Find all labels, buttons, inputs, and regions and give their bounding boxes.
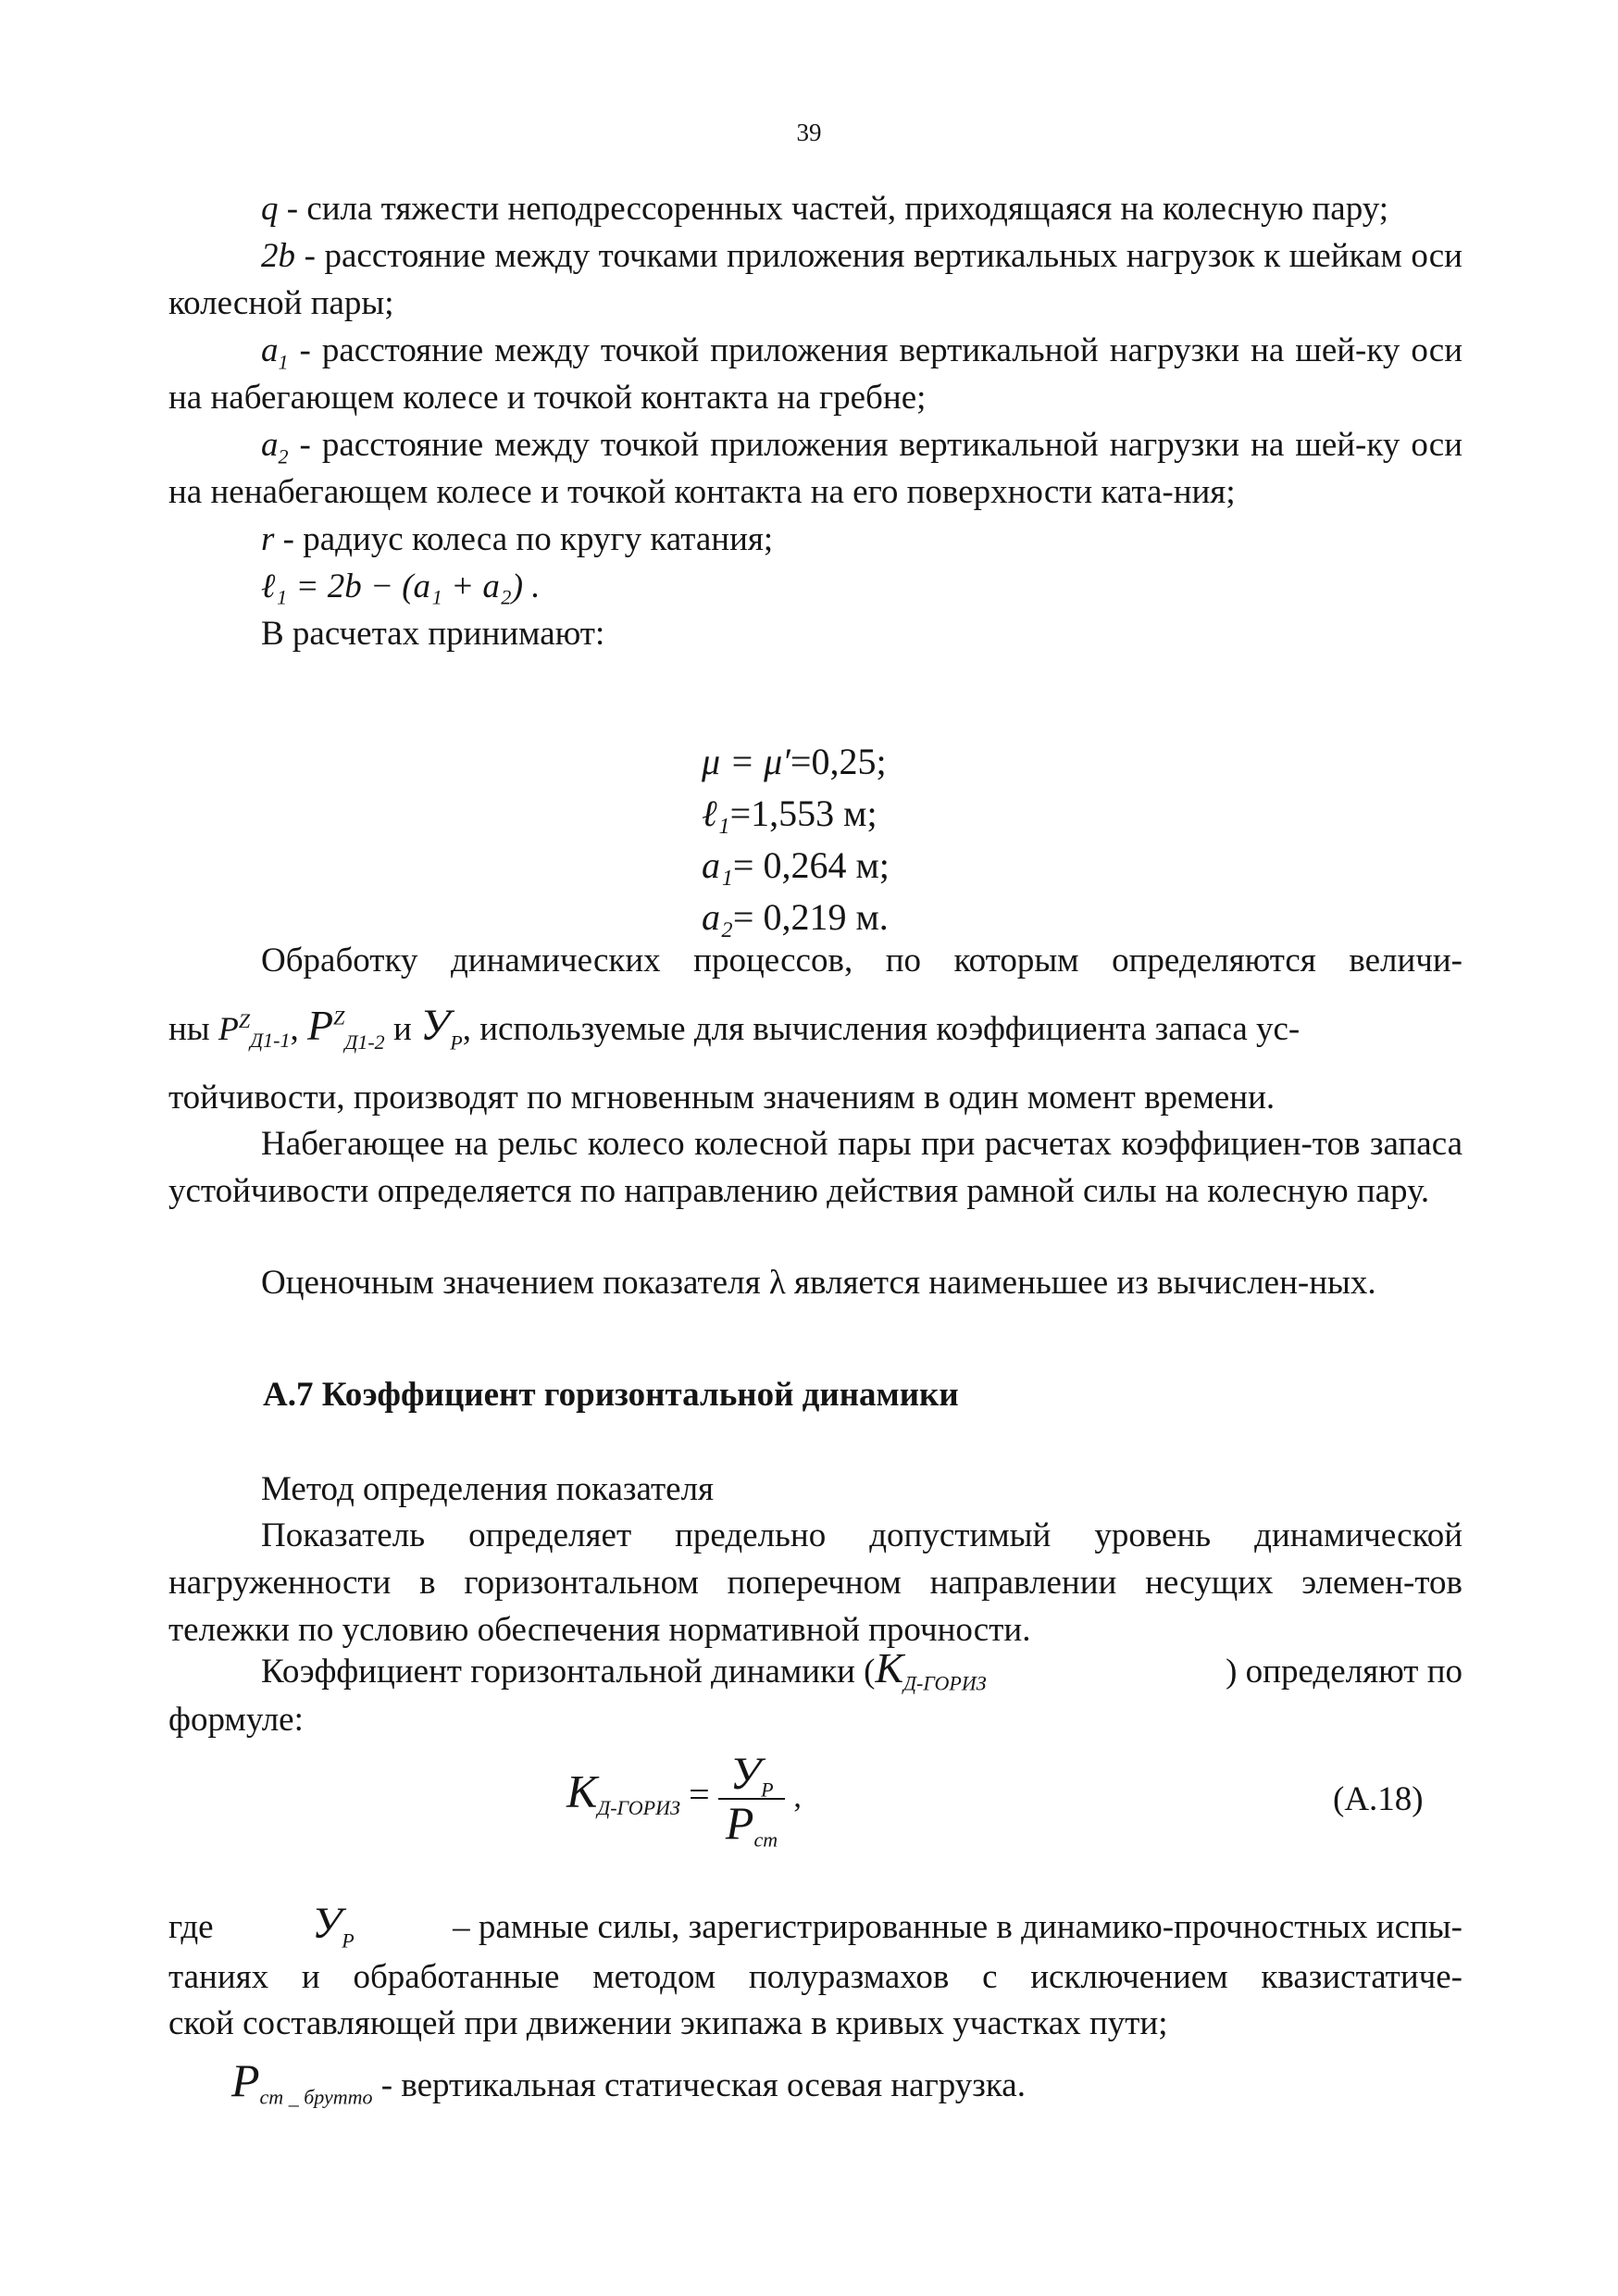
coef-k-subscript: Д-ГОРИЗ — [903, 1671, 987, 1695]
where-yp-base: У — [311, 1899, 342, 1948]
value-l1 — [702, 788, 890, 840]
value-mu — [702, 736, 890, 788]
def-a2-symbol: a — [261, 426, 279, 464]
para-estimate: Оценочным значением показателя λ является наименьшее из вычислен-ных. — [261, 1264, 1376, 1302]
formula-equals: = — [689, 1773, 710, 1816]
where-line4-text: - вертикальная статическая осевая нагрузка. — [372, 2066, 1026, 2104]
coef-k-symbol: К — [875, 1644, 903, 1691]
method-heading: Метод определения показателя — [261, 1470, 715, 1508]
def-2b — [168, 232, 1462, 327]
calc-intro: В расчетах принимают: — [261, 615, 605, 653]
formula-denominator — [718, 1797, 785, 1852]
para-processing-ny: ны — [168, 1010, 210, 1048]
value-l1-rhs: =1,553 м; — [729, 792, 877, 834]
formula-fraction — [718, 1747, 785, 1852]
value-mu-rhs: =0,25; — [790, 741, 887, 782]
accepted-values — [702, 736, 890, 943]
def-a1-symbol: a — [261, 331, 279, 369]
pz2-base: P — [307, 1002, 334, 1049]
para-processing-line3: тойчивости, производят по мгновенным значениям в один момент времени. — [168, 1079, 1276, 1117]
def-2b-symbol: 2b — [261, 237, 295, 275]
formula-y-symbol: У — [729, 1747, 762, 1799]
yp-sub: Р — [450, 1030, 463, 1054]
def-a2 — [168, 421, 1462, 516]
para-indicator: Показатель определяет предельно допустимый уровень динамической нагруженности в горизонтальном поперечном направлении несущих элемен-тов тележки по условию обеспечения нормативной прочности. — [168, 1516, 1462, 1649]
def-q-text: - сила тяжести неподрессоренных частей, приходящаяся на колесную пару; — [278, 190, 1389, 228]
para-processing-rest: , используемые для вычисления коэффициента запаса ус- — [462, 1010, 1301, 1048]
pz2-sub: Д1-2 — [344, 1030, 385, 1054]
where-line4 — [231, 2054, 1026, 2109]
coef-text-before — [261, 1643, 987, 1695]
para-running-wheel: Набегающее на рельс колесо колесной пары при расчетах коэффициен-тов запаса устойчивости определяется по направлению действия рамной силы на колесную пару. — [168, 1125, 1462, 1210]
page-number: 39 — [796, 119, 822, 146]
pz1-sup: Z — [238, 1009, 251, 1032]
where-p-symbol: Р — [231, 2054, 260, 2106]
para-coefficient-line2: формуле: — [168, 1701, 304, 1739]
value-a2-lhs: a₂ — [702, 896, 733, 938]
where-gde: где — [168, 1908, 214, 1946]
formula-p-subscript: ст — [753, 1828, 778, 1852]
formula-p-symbol: Р — [725, 1797, 754, 1849]
yp-base: У — [420, 1001, 451, 1050]
value-a1 — [702, 840, 890, 892]
formula-k-subscript: Д-ГОРИЗ — [597, 1795, 680, 1819]
value-mu-lhs: μ = μ′ — [702, 741, 790, 782]
formula-a18 — [566, 1747, 802, 1852]
value-l1-lhs: ℓ₁ — [702, 792, 730, 834]
value-a2 — [702, 892, 890, 943]
def-q-symbol: q — [261, 190, 279, 228]
def-a2-subscript: 2 — [278, 444, 289, 468]
pz2-sup: Z — [333, 1005, 345, 1029]
pz1-sub: Д1-1 — [250, 1029, 291, 1053]
def-a1-text: - расстояние между точкой приложения вертикальной нагрузки на шей-ку оси на набегающем колесе и точкой контакта на гребне; — [168, 331, 1462, 417]
formula-y-subscript: Р — [761, 1778, 774, 1802]
formula-label: (А.18) — [1333, 1780, 1424, 1818]
formula-k-symbol: К — [566, 1765, 598, 1817]
value-a1-rhs: = 0,264 м; — [732, 844, 890, 886]
coef-text-start: Коэффициент горизонтальной динамики ( — [261, 1653, 876, 1691]
symbol-pz-d1-2 — [307, 1002, 385, 1054]
symbol-yp — [420, 1001, 463, 1054]
value-a1-lhs: a₁ — [702, 844, 733, 886]
section-heading: А.7 Коэффициент горизонтальной динамики — [263, 1376, 959, 1414]
def-q — [168, 185, 1462, 232]
def-a2-text: - расстояние между точкой приложения вертикальной нагрузки на шей-ку оси на ненабегающем колесе и точкой контакта на его поверхности ката-ния; — [168, 426, 1462, 511]
where-line2: таниях и обработанные методом полуразмахов с исключением квазистатиче- — [168, 1958, 1462, 1996]
where-line3: ской составляющей при движении экипажа в кривых участках пути; — [168, 2004, 1168, 2042]
def-r-symbol: r — [261, 520, 275, 558]
def-r-text: - радиус колеса по кругу катания; — [274, 520, 774, 558]
l1-formula: ℓ₁ = 2b − (a₁ + a₂) . — [261, 568, 541, 605]
def-a1-subscript: 1 — [278, 350, 289, 374]
coef-text-end: ) определяют по — [1226, 1653, 1462, 1691]
def-r — [168, 516, 1462, 563]
para-processing-line1: Обработку динамических процессов, по которым определяются величи- — [261, 942, 1462, 980]
where-yp-symbol — [311, 1898, 355, 1953]
where-line1 — [168, 1898, 1462, 1953]
symbol-pz-d1-1 — [218, 1009, 291, 1053]
definitions-list — [168, 185, 1462, 657]
formula-numerator — [718, 1747, 785, 1802]
para-processing-line2: ны $P^Z_{Д1-1}$, $P^Z_{Д1-2}$ и $У_Р$, используемые для вычисления коэффициента запаса ус- — [168, 1001, 1301, 1054]
pz1-base: P — [218, 1010, 239, 1047]
where-p-subscript: ст _ брутто — [259, 2085, 373, 2109]
def-2b-text: - расстояние между точками приложения вертикальных нагрузок к шейкам оси колесной пары; — [168, 237, 1462, 322]
where-yp-sub: Р — [342, 1928, 355, 1953]
value-a2-rhs: = 0,219 м. — [732, 896, 889, 938]
para-processing-and: и — [392, 1010, 412, 1048]
para-coefficient-line1 — [261, 1643, 1462, 1695]
def-a1 — [168, 327, 1462, 421]
where-line1-text: – рамные силы, зарегистрированные в динамико-прочностных испы- — [453, 1908, 1462, 1946]
formula-comma: , — [793, 1779, 802, 1815]
